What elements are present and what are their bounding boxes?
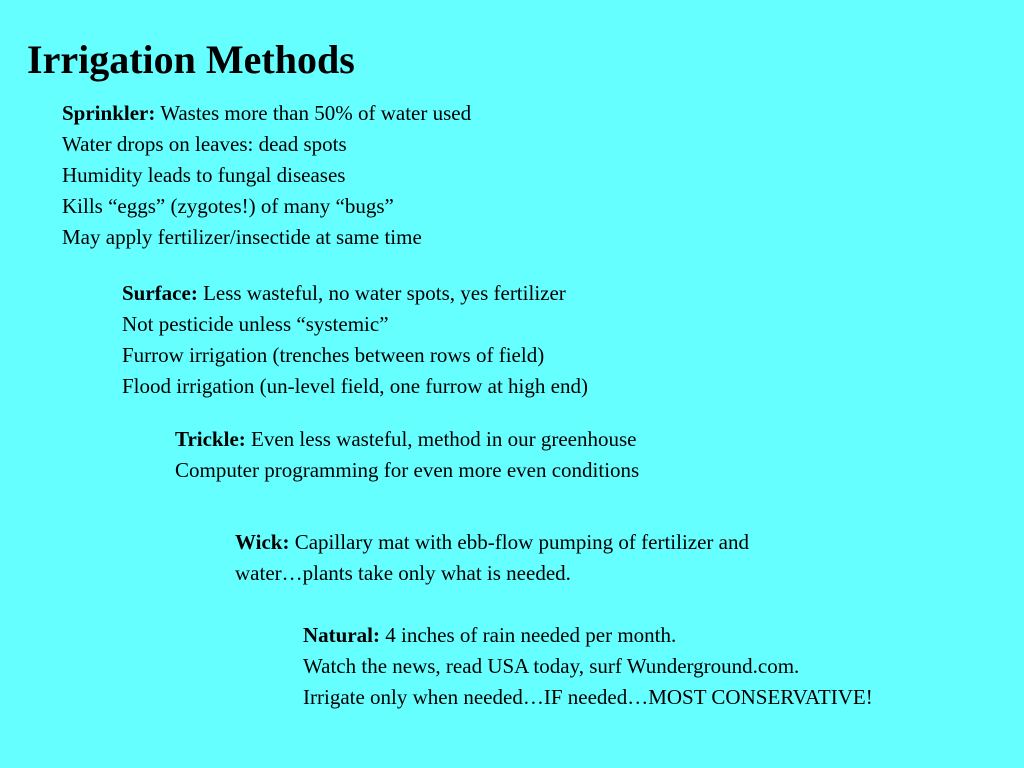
section-label: Wick: — [235, 530, 290, 554]
section-first-line: Even less wasteful, method in our greenhouse — [245, 427, 637, 451]
section-line: Watch the news, read USA today, surf Wunderground.com. — [303, 654, 800, 678]
section-heading-line — [235, 527, 749, 558]
section-line: Not pesticide unless “systemic” — [122, 312, 389, 336]
section-first-line: Capillary mat with ebb-flow pumping of fertilizer and — [289, 530, 749, 554]
section-natural — [303, 620, 873, 713]
section-line: May apply fertilizer/insectide at same time — [62, 225, 422, 249]
section-trickle — [175, 424, 639, 486]
section-first-line: Less wasteful, no water spots, yes fertilizer — [197, 281, 566, 305]
section-line: Water drops on leaves: dead spots — [62, 132, 347, 156]
section-heading-line — [122, 278, 588, 309]
section-line: water…plants take only what is needed. — [235, 561, 571, 585]
section-heading-line — [175, 424, 639, 455]
section-surface — [122, 278, 588, 402]
slide-title: Irrigation Methods — [27, 37, 355, 82]
section-line: Kills “eggs” (zygotes!) of many “bugs” — [62, 194, 394, 218]
section-sprinkler — [62, 98, 471, 253]
section-line: Furrow irrigation (trenches between rows of field) — [122, 343, 545, 367]
section-heading-line — [62, 98, 471, 129]
section-label: Surface: — [122, 281, 198, 305]
section-line: Flood irrigation (un-level field, one furrow at high end) — [122, 374, 588, 398]
section-first-line: 4 inches of rain needed per month. — [380, 623, 677, 647]
section-wick — [235, 527, 749, 589]
section-heading-line — [303, 620, 873, 651]
section-line: Computer programming for even more even conditions — [175, 458, 640, 482]
section-label: Sprinkler: — [62, 101, 156, 125]
section-label: Natural: — [303, 623, 380, 647]
section-line: Humidity leads to fungal diseases — [62, 163, 346, 187]
section-line: Irrigate only when needed…IF needed…MOST CONSERVATIVE! — [303, 685, 873, 709]
section-first-line: Wastes more than 50% of water used — [155, 101, 472, 125]
section-label: Trickle: — [175, 427, 246, 451]
